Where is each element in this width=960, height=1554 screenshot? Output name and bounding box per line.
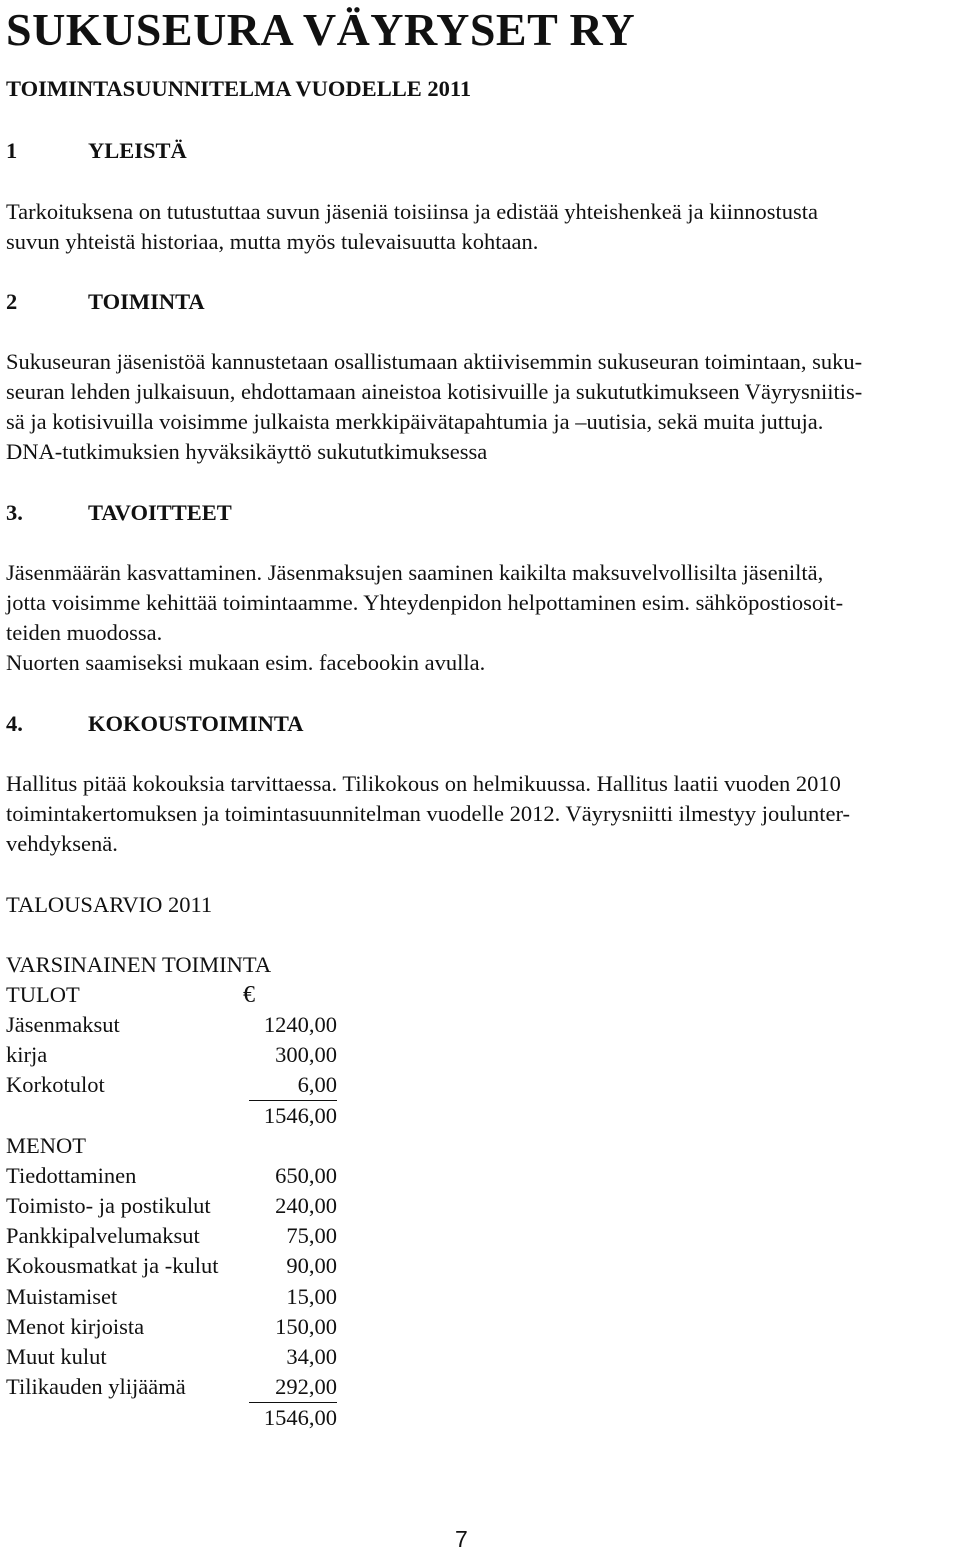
euro-symbol: € [243,982,255,1008]
budget-activity: VARSINAINEN TOIMINTA [6,952,272,977]
section-title: KOKOUSTOIMINTA [88,711,304,736]
section-title: YLEISTÄ [88,138,187,163]
section-number: 1 [6,138,18,163]
paragraph-line: sä ja kotisivuilla voisimme julkaista merkkipäivätapahtumia ja –uutisia, sekä muita juttuja. [6,409,824,434]
expense-row-label: Pankkipalvelumaksut [6,1223,200,1248]
expense-row-value: 240,00 [275,1193,337,1218]
expense-row-label: Muistamiset [6,1284,118,1309]
section-number: 3. [6,500,23,525]
paragraph-line: toimintakertomuksen ja toimintasuunnitelman vuodelle 2012. Väyrysniitti ilmestyy joulunter- [6,801,851,826]
expense-row-value: 650,00 [275,1163,337,1188]
document-title: SUKUSEURA VÄYRYSET RY [6,4,636,55]
section-heading-3 [6,498,232,528]
paragraph-line: teiden muodossa. [6,620,163,645]
paragraph-line: Sukuseuran jäsenistöä kannustetaan osallistumaan aktiivisemmin sukuseuran toimintaan, suku- [6,349,863,374]
expense-row-label: Tilikauden ylijäämä [6,1374,186,1399]
section-heading-1 [6,136,187,166]
expenses-heading: MENOT [6,1133,86,1158]
expense-row-value: 75,00 [286,1223,337,1248]
paragraph-line: Tarkoituksena on tutustuttaa suvun jäseniä toisiinsa ja edistää yhteishenkeä ja kiinnostusta [6,199,818,224]
page-number: 7 [455,1526,468,1552]
expense-row-label: Kokousmatkat ja -kulut [6,1253,219,1278]
paragraph-line: jotta voisimme kehittää toimintaamme. Yhteydenpidon helpottaminen esim. sähköpostiosoit- [6,590,844,615]
expense-row-value: 150,00 [275,1314,337,1339]
section-title: TAVOITTEET [88,500,232,525]
section-heading-2 [6,287,205,317]
paragraph-line: DNA-tutkimuksien hyväksikäyttö sukututkimuksessa [6,439,488,464]
expense-row-value: 90,00 [286,1253,337,1278]
section-number: 4. [6,711,23,736]
income-row-value: 1240,00 [263,1012,337,1037]
section-number: 2 [6,289,18,314]
section-title: TOIMINTA [88,289,205,314]
expense-row-label: Tiedottaminen [6,1163,137,1188]
paragraph-line: Nuorten saamiseksi mukaan esim. facebookin avulla. [6,650,486,675]
section-heading-4 [6,709,303,739]
budget-title: TALOUSARVIO 2011 [6,892,213,917]
paragraph-line: seuran lehden julkaisuun, ehdottamaan aineistoa kotisivuille ja sukututkimukseen Väyrysniitis- [6,379,863,404]
expense-row-value: 292,00 [275,1374,337,1399]
document-subtitle: TOIMINTASUUNNITELMA VUODELLE 2011 [6,76,472,101]
expense-row-value: 34,00 [286,1344,337,1369]
income-row-label: Korkotulot [6,1072,105,1097]
income-row-value: 6,00 [297,1072,337,1097]
income-row-label: Jäsenmaksut [6,1012,120,1037]
income-row-value: 300,00 [275,1042,337,1067]
income-row-label: kirja [6,1042,48,1067]
expense-row-label: Muut kulut [6,1344,107,1369]
paragraph-line: vehdyksenä. [6,831,118,856]
expense-row-label: Toimisto- ja postikulut [6,1193,211,1218]
income-total: 1546,00 [263,1103,337,1128]
paragraph-line: suvun yhteistä historiaa, mutta myös tulevaisuutta kohtaan. [6,229,539,254]
expenses-total: 1546,00 [263,1405,337,1430]
income-heading: TULOT [6,982,80,1007]
expense-row-label: Menot kirjoista [6,1314,145,1339]
expense-row-value: 15,00 [286,1284,337,1309]
paragraph-line: Hallitus pitää kokouksia tarvittaessa. Tilikokous on helmikuussa. Hallitus laatii vuoden 2010 [6,771,841,796]
paragraph-line: Jäsenmäärän kasvattaminen. Jäsenmaksujen saaminen kaikilta maksuvelvollisilta jäseniltä, [6,560,824,585]
